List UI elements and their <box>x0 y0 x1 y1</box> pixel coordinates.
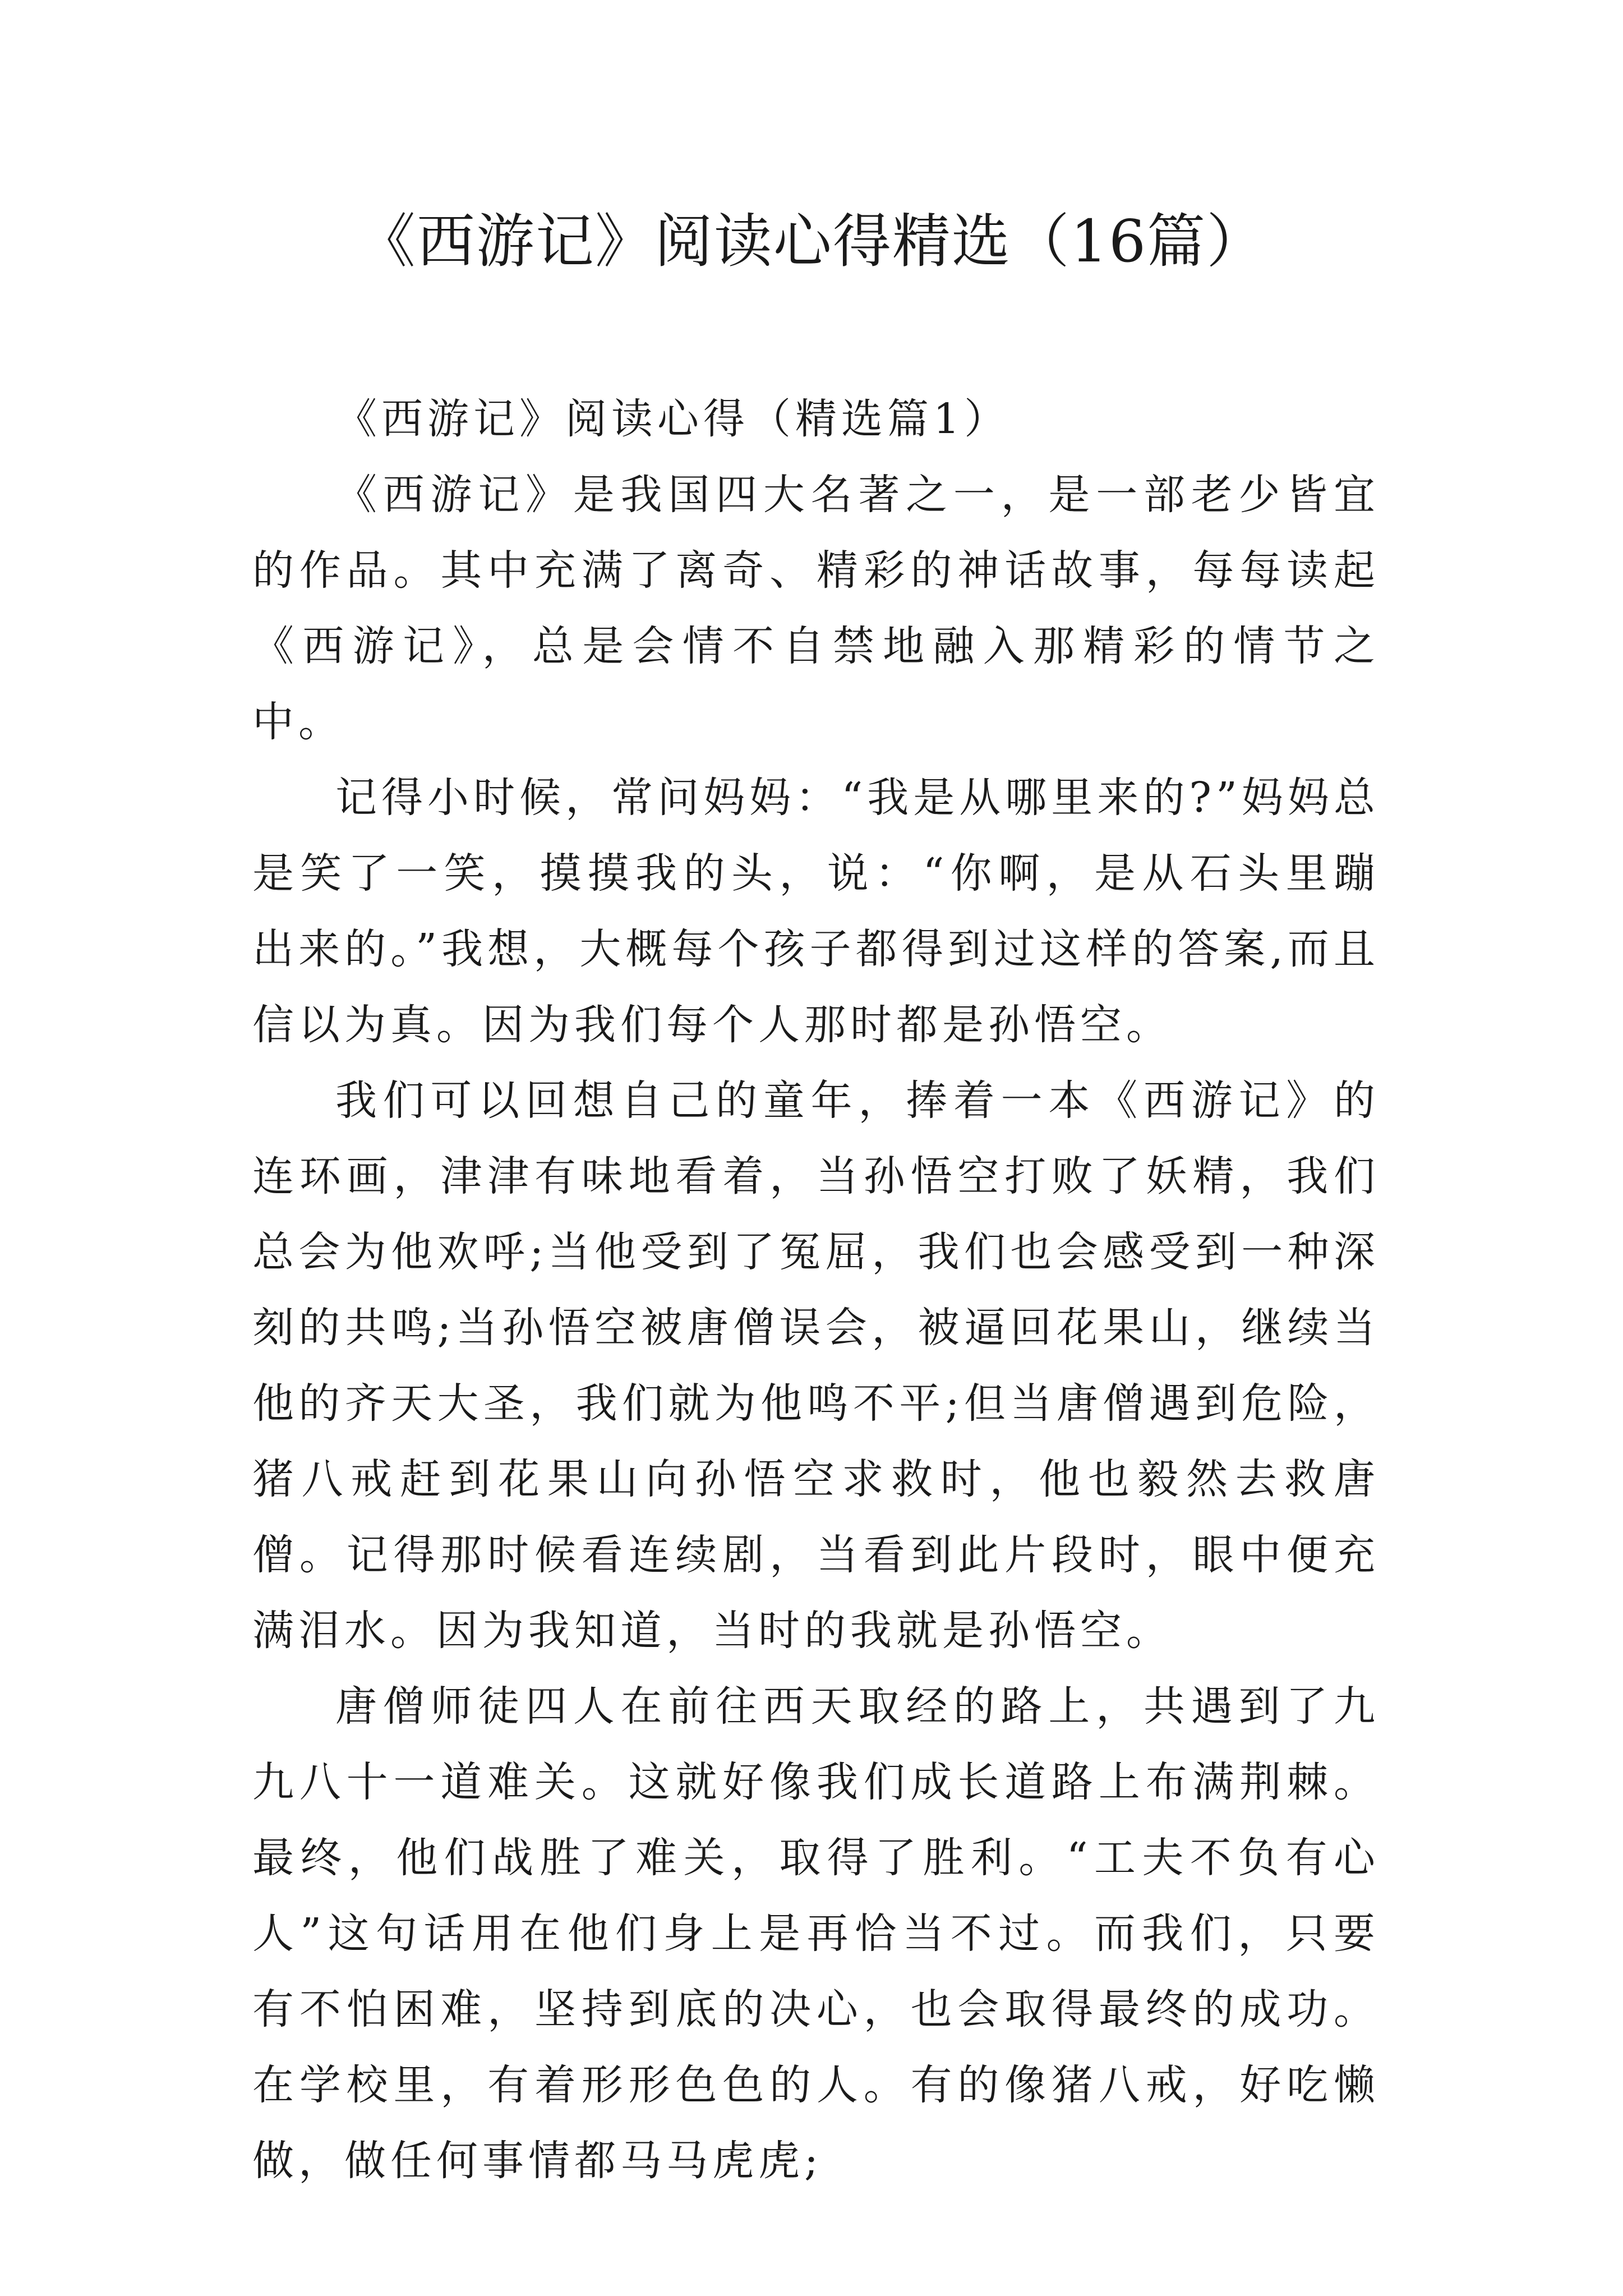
paragraph-4: 唐僧师徒四人在前往西天取经的路上，共遇到了九九八十一道难关。这就好像我们成长道路上布满荆棘。最终，他们战胜了难关，取得了胜利。“工夫不负有心人”这句话用在他们身上是再恰当不过。而我们，只要有不怕困难，坚持到底的决心，也会取得最终的成功。在学校里，有着形形色色的人。有的像猪八戒，好吃懒做，做任何事情都马马虎虎; <box>252 1682 1380 2185</box>
paragraph-3: 我们可以回想自己的童年，捧着一本《西游记》的连环画，津津有味地看着，当孙悟空打败了妖精，我们总会为他欢呼;当他受到了冤屈，我们也会感受到一种深刻的共鸣;当孙悟空被唐僧误会，被逼回花果山，继续当他的齐天大圣，我们就为他鸣不平;但当唐僧遇到危险，猪八戒赶到花果山向孙悟空求救时，他也毅然去救唐僧。记得那时候看连续剧，当看到此片段时，眼中便充满泪水。因为我知道，当时的我就是孙悟空。 <box>252 1076 1380 1655</box>
document-body <box>252 381 1380 2199</box>
paragraph-1: 《西游记》是我国四大名著之一，是一部老少皆宜的作品。其中充满了离奇、精彩的神话故事，每每读起《西游记》，总是会情不自禁地融入那精彩的情节之中。 <box>252 471 1380 746</box>
document-title: 《西游记》阅读心得精选（16篇） <box>357 207 1266 275</box>
paragraph-2: 记得小时候，常问妈妈：“我是从哪里来的?”妈妈总是笑了一笑，摸摸我的头，说：“你啊，是从石头里蹦出来的。”我想，大概每个孩子都得到过这样的答案,而且信以为真。因为我们每个人那时都是孙悟空。 <box>252 774 1380 1049</box>
section-heading: 《西游记》阅读心得（精选篇1） <box>335 395 1011 443</box>
